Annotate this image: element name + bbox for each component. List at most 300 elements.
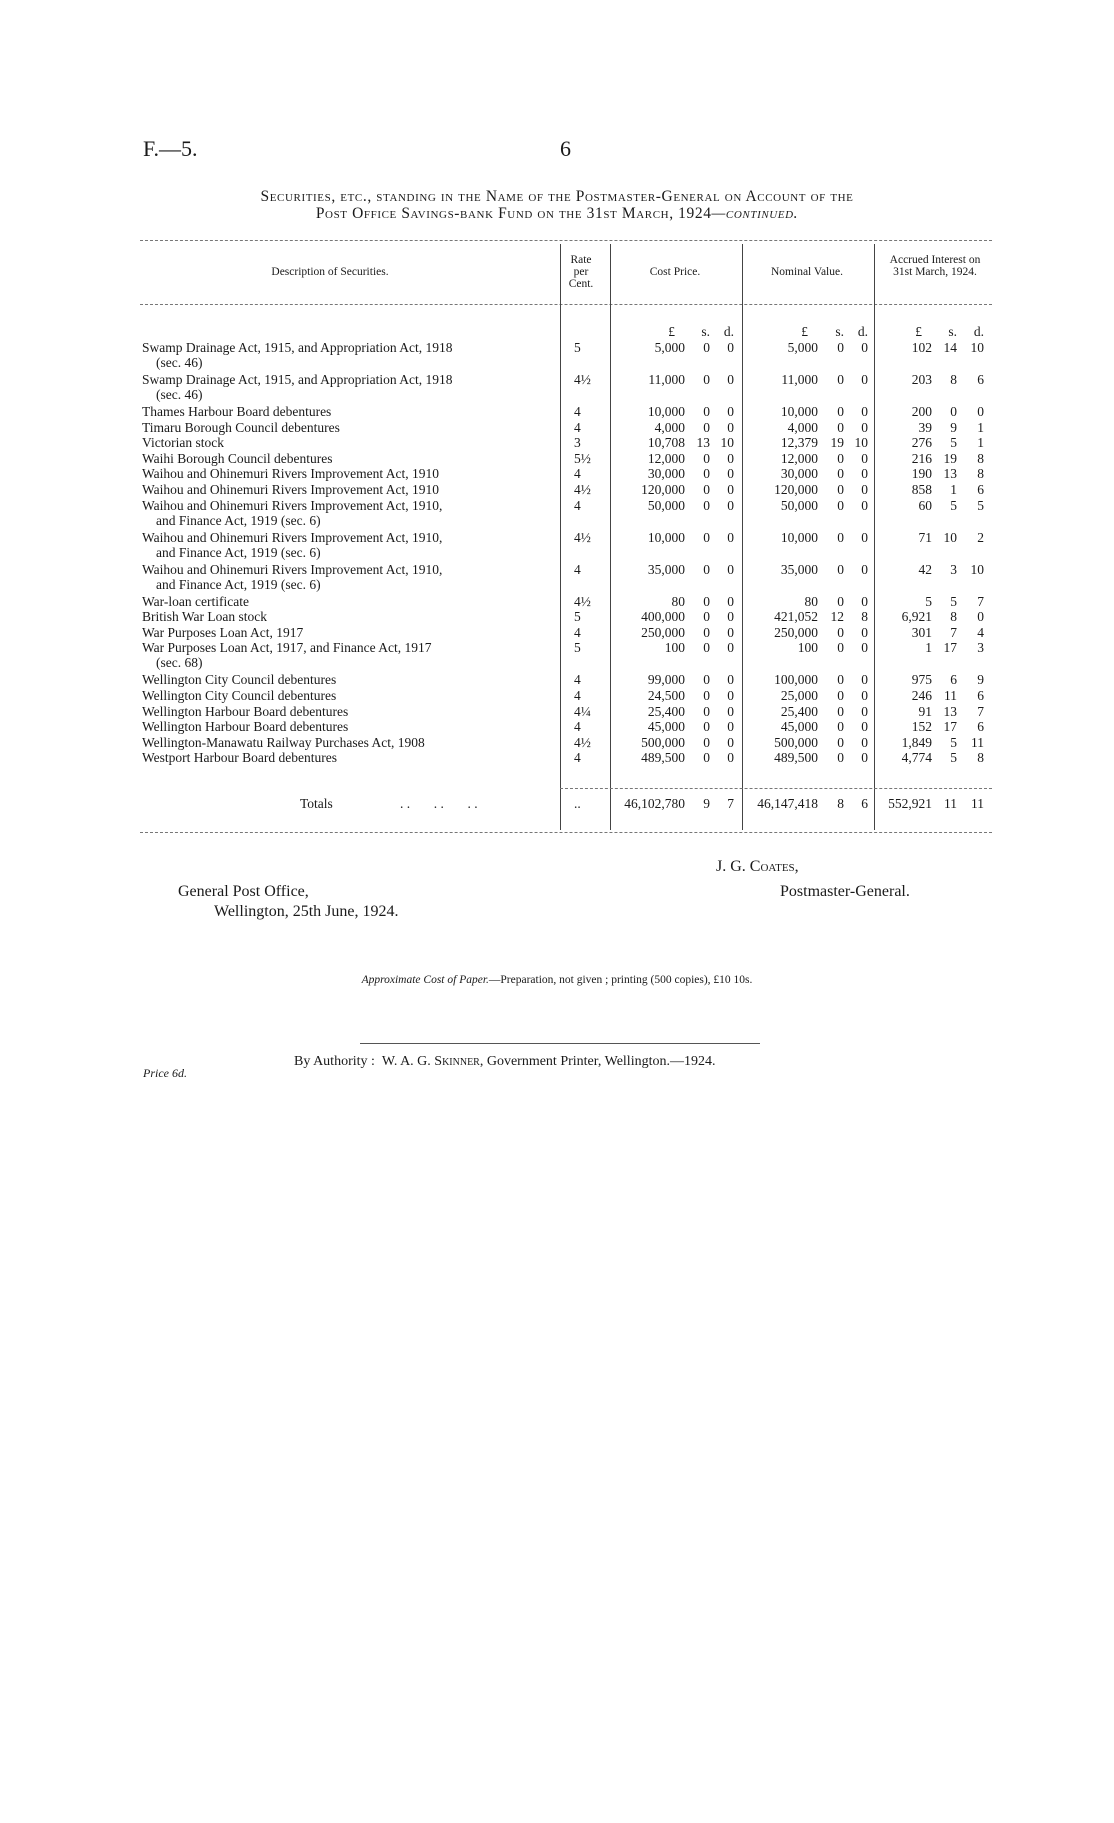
- nominal-pounds: 11,000: [781, 372, 818, 387]
- table-row: [0, 640, 1114, 671]
- accrued-pounds: 190: [911, 466, 932, 482]
- cost-pence: 0: [727, 450, 734, 466]
- accrued-shillings: 7: [950, 624, 957, 640]
- totals-rate: ..: [574, 796, 581, 811]
- totals-row: [0, 796, 1114, 812]
- accrued-pence: 0: [977, 404, 984, 419]
- rate-percent: 5: [574, 640, 581, 656]
- nominal-pounds: 45,000: [780, 719, 818, 735]
- security-description: [142, 735, 562, 750]
- cost-shillings: 13: [696, 435, 710, 451]
- totals-accrued-shillings: 11: [944, 796, 957, 811]
- cost-pence: 0: [727, 703, 734, 719]
- accrued-pence: 5: [977, 497, 984, 513]
- security-description: [142, 562, 562, 592]
- accrued-pounds: 975: [911, 672, 932, 688]
- nominal-pence: 0: [861, 624, 868, 640]
- nominal-pounds: 500,000: [774, 734, 818, 750]
- accrued-shillings: 19: [943, 450, 957, 466]
- security-description-line-1: War-loan certificate: [142, 593, 249, 609]
- nominal-shillings: 0: [837, 529, 844, 545]
- nominal-pounds: 12,000: [780, 450, 818, 466]
- security-description-line-1: Wellington City Council debentures: [142, 672, 337, 688]
- cost-shillings: 0: [703, 482, 710, 497]
- security-description: [142, 719, 562, 734]
- security-description-line-1: Waihou and Ohinemuri Rivers Improvement Act, 1910: [142, 466, 439, 482]
- cost-pounds: 30,000: [647, 466, 685, 482]
- price-note: Price 6d.: [143, 1066, 187, 1080]
- nominal-shillings: 0: [837, 482, 844, 497]
- rate-percent: 4½: [574, 482, 591, 497]
- security-description: [142, 672, 562, 687]
- security-description-line-1: Waihou and Ohinemuri Rivers Improvement Act, 1910,: [142, 561, 443, 577]
- cost-shillings: 0: [703, 561, 710, 577]
- nominal-pence: 0: [861, 482, 868, 497]
- nominal-shillings: 0: [837, 340, 844, 355]
- accrued-shillings: 1: [950, 482, 957, 497]
- accrued-shillings: 17: [943, 719, 957, 735]
- nominal-shillings: 0: [837, 719, 844, 735]
- title-line-2: [120, 205, 994, 222]
- title-continued: —continued.: [711, 205, 799, 222]
- security-description: [142, 372, 562, 402]
- table-row: [0, 688, 1114, 704]
- paper-cost-label: Approximate Cost of Paper.: [361, 974, 489, 986]
- cost-shillings: 0: [703, 419, 710, 435]
- nominal-shillings: 0: [837, 640, 844, 656]
- accrued-pounds: 1,849: [901, 734, 932, 750]
- header-cost: Cost Price.: [649, 266, 701, 278]
- accrued-shillings: 13: [943, 703, 957, 719]
- accrued-pence-unit: d.: [973, 324, 984, 339]
- nominal-pounds: 120,000: [774, 482, 818, 497]
- security-description-line-1: Wellington Harbour Board debentures: [142, 703, 349, 719]
- nominal-pence-unit: d.: [857, 324, 868, 339]
- accrued-pence: 9: [977, 672, 984, 688]
- accrued-pence: 6: [977, 372, 984, 387]
- office-name: General Post Office,: [178, 883, 309, 900]
- cost-pounds: 4,000: [654, 419, 685, 435]
- nominal-shillings: 0: [837, 624, 844, 640]
- accrued-shillings: 17: [943, 640, 957, 656]
- security-description-line-1: Timaru Borough Council debentures: [142, 419, 340, 435]
- cost-shillings: 0: [703, 450, 710, 466]
- cost-pence: 0: [727, 672, 734, 688]
- table-row: [0, 404, 1114, 420]
- totals-accrued-pence: 11: [971, 796, 984, 811]
- accrued-pounds: 858: [911, 482, 932, 497]
- table-row: [0, 420, 1114, 436]
- rate-percent: 4½: [574, 593, 591, 609]
- cost-pounds: 99,000: [647, 672, 685, 688]
- cost-pence: 0: [727, 734, 734, 750]
- cost-shillings: 0: [703, 529, 710, 545]
- rate-percent: 4: [574, 497, 581, 513]
- accrued-pence: 8: [977, 450, 984, 466]
- nominal-pounds: 4,000: [787, 419, 818, 435]
- page-reference: F.—5.: [143, 136, 198, 161]
- cost-pounds: 80: [671, 593, 685, 609]
- cost-pounds: 120,000: [641, 482, 685, 497]
- accrued-shillings: 14: [943, 340, 957, 355]
- nominal-pence: 0: [861, 719, 868, 735]
- rate-percent: 4½: [574, 372, 591, 387]
- rate-percent: 4: [574, 688, 581, 703]
- accrued-pounds: 5: [925, 593, 932, 609]
- accrued-pence: 6: [977, 719, 984, 735]
- table-bottom-rule: [140, 832, 992, 833]
- table-row: [0, 625, 1114, 641]
- table-row: [0, 466, 1114, 482]
- security-description-line-1: Wellington-Manawatu Railway Purchases Act, 1908: [142, 734, 425, 750]
- nominal-pounds: 35,000: [780, 561, 818, 577]
- nominal-pence: 0: [861, 750, 868, 766]
- title-line-2-text: Post Office Savings-bank Fund on the 31st March, 1924: [315, 205, 712, 222]
- nominal-pence: 0: [861, 372, 868, 387]
- rate-percent: 4¼: [574, 703, 591, 719]
- security-description-line-1: Thames Harbour Board debentures: [142, 404, 332, 419]
- nominal-pounds: 25,400: [780, 703, 818, 719]
- security-description: [142, 498, 562, 528]
- accrued-pence: 2: [977, 529, 984, 545]
- nominal-pound-unit: £: [801, 324, 808, 339]
- header-bottom-rule: [140, 304, 992, 305]
- nominal-shillings: 0: [837, 372, 844, 387]
- header-description: Description of Securities.: [271, 266, 389, 278]
- accrued-pence: 8: [977, 466, 984, 482]
- cost-shillings: 0: [703, 609, 710, 625]
- security-description-line-1: Swamp Drainage Act, 1915, and Appropriation Act, 1918: [142, 340, 453, 355]
- cost-shillings: 0: [703, 497, 710, 513]
- security-description-line-1: Swamp Drainage Act, 1915, and Appropriation Act, 1918: [142, 372, 453, 387]
- accrued-pound-unit: £: [915, 324, 922, 339]
- paper-cost-text: —Preparation, not given ; printing (500 copies), £10 10s.: [488, 974, 753, 986]
- cost-pence: 0: [727, 719, 734, 735]
- cost-pence: 0: [727, 419, 734, 435]
- nominal-shillings: 12: [830, 609, 844, 625]
- security-description: [142, 750, 562, 765]
- nominal-pence: 0: [861, 340, 868, 355]
- totals-accrued-pounds: 552,921: [888, 796, 932, 811]
- nominal-pence: 0: [861, 404, 868, 419]
- cost-pence: 0: [727, 404, 734, 419]
- cost-shillings: 0: [703, 372, 710, 387]
- nominal-pence: 0: [861, 466, 868, 482]
- accrued-pounds: 203: [911, 372, 932, 387]
- security-description: [142, 704, 562, 719]
- accrued-shilling-unit: s.: [948, 324, 957, 339]
- security-description-line-1: War Purposes Loan Act, 1917: [142, 624, 304, 640]
- table-row: [0, 750, 1114, 766]
- cost-pence: 0: [727, 372, 734, 387]
- nominal-pounds: 421,052: [774, 609, 818, 625]
- accrued-shillings: 5: [950, 593, 957, 609]
- cost-pence: 0: [727, 466, 734, 482]
- accrued-pounds: 91: [918, 703, 932, 719]
- cost-shillings: 0: [703, 640, 710, 656]
- accrued-shillings: 3: [950, 561, 957, 577]
- table-row: [0, 672, 1114, 688]
- cost-pounds: 250,000: [641, 624, 685, 640]
- cost-pounds: 100: [664, 640, 685, 656]
- accrued-pounds: 276: [911, 435, 932, 451]
- security-description: [142, 640, 562, 670]
- nominal-pence: 8: [861, 609, 868, 625]
- printer-name: W. A. G. Skinner,: [381, 1054, 484, 1069]
- nominal-shillings: 0: [837, 466, 844, 482]
- nominal-shillings: 0: [837, 497, 844, 513]
- table-row: [0, 609, 1114, 625]
- cost-pence: 0: [727, 529, 734, 545]
- accrued-pence: 0: [977, 609, 984, 625]
- nominal-pence: 0: [861, 688, 868, 703]
- authority-rule: [360, 1043, 760, 1044]
- accrued-shillings: 8: [950, 609, 957, 625]
- cost-pounds: 24,500: [647, 688, 685, 703]
- totals-cost-shillings: 9: [703, 796, 710, 811]
- nominal-pounds: 30,000: [780, 466, 818, 482]
- cost-pence: 0: [727, 640, 734, 656]
- cost-pounds: 10,708: [647, 435, 685, 451]
- cost-pounds: 500,000: [641, 734, 685, 750]
- accrued-shillings: 10: [943, 529, 957, 545]
- header-rate: Rate per Cent.: [568, 254, 594, 290]
- nominal-pence: 0: [861, 419, 868, 435]
- security-description: [142, 420, 562, 435]
- accrued-shillings: 5: [950, 734, 957, 750]
- accrued-pence: 7: [977, 593, 984, 609]
- rate-percent: 4: [574, 561, 581, 577]
- totals-leader-dots: . . . . . .: [400, 796, 478, 811]
- cost-pounds: 50,000: [647, 497, 685, 513]
- rate-percent: 4: [574, 419, 581, 435]
- accrued-pounds: 42: [918, 561, 932, 577]
- accrued-pounds: 6,921: [901, 609, 932, 625]
- accrued-pounds: 4,774: [901, 750, 932, 766]
- accrued-pounds: 152: [911, 719, 932, 735]
- cost-pence: 0: [727, 609, 734, 625]
- rate-percent: 5: [574, 609, 581, 625]
- cost-shillings: 0: [703, 404, 710, 419]
- rate-percent: 4½: [574, 734, 591, 750]
- cost-pounds: 12,000: [647, 450, 685, 466]
- nominal-shillings: 0: [837, 688, 844, 703]
- nominal-shillings: 0: [837, 561, 844, 577]
- accrued-shillings: 5: [950, 497, 957, 513]
- cost-pence: 0: [727, 340, 734, 355]
- accrued-pence: 1: [977, 419, 984, 435]
- security-description-line-1: Westport Harbour Board debentures: [142, 750, 337, 766]
- accrued-pence: 10: [970, 561, 984, 577]
- table-row: [0, 719, 1114, 735]
- nominal-pounds: 250,000: [774, 624, 818, 640]
- nominal-pence: 0: [861, 497, 868, 513]
- rate-percent: 4: [574, 750, 581, 766]
- security-description-line-2: (sec. 46): [156, 355, 203, 370]
- nominal-shillings: 0: [837, 734, 844, 750]
- cost-shillings: 0: [703, 719, 710, 735]
- security-description: [142, 594, 562, 609]
- header-nominal: Nominal Value.: [771, 266, 843, 278]
- security-description: [142, 688, 562, 703]
- security-description-line-1: British War Loan stock: [142, 609, 268, 625]
- document-title: [120, 188, 994, 222]
- security-description-line-1: Waihi Borough Council debentures: [142, 450, 333, 466]
- rate-percent: 4: [574, 719, 581, 735]
- nominal-pounds: 80: [804, 593, 818, 609]
- header-accrued: Accrued Interest on 31st March, 1924.: [889, 254, 981, 278]
- cost-pence-unit: d.: [723, 324, 734, 339]
- authority-prefix: By Authority :: [294, 1054, 375, 1069]
- accrued-pounds: 102: [911, 340, 932, 355]
- nominal-shillings: 0: [837, 404, 844, 419]
- security-description-line-1: Wellington City Council debentures: [142, 688, 337, 703]
- table-row: [0, 561, 1114, 592]
- rate-percent: 4: [574, 672, 581, 688]
- security-description: [142, 625, 562, 640]
- nominal-pounds: 100: [797, 640, 818, 656]
- accrued-pounds: 1: [925, 640, 932, 656]
- accrued-shillings: 13: [943, 466, 957, 482]
- security-description-line-2: and Finance Act, 1919 (sec. 6): [156, 512, 321, 528]
- accrued-shillings: 0: [950, 404, 957, 419]
- nominal-pence: 0: [861, 561, 868, 577]
- accrued-pence: 4: [977, 624, 984, 640]
- accrued-shillings: 9: [950, 419, 957, 435]
- rate-percent: 4: [574, 466, 581, 482]
- nominal-shillings: 0: [837, 703, 844, 719]
- cost-shillings: 0: [703, 688, 710, 703]
- totals-top-rule: [560, 788, 992, 789]
- cost-shillings: 0: [703, 593, 710, 609]
- nominal-pounds: 10,000: [780, 404, 818, 419]
- cost-pence: 0: [727, 624, 734, 640]
- accrued-pounds: 39: [918, 419, 932, 435]
- security-description-line-2: (sec. 68): [156, 655, 203, 671]
- table-row: [0, 704, 1114, 720]
- nominal-shillings: 0: [837, 450, 844, 466]
- table-row: [0, 451, 1114, 467]
- cost-shillings: 0: [703, 466, 710, 482]
- nominal-pounds: 5,000: [787, 340, 818, 355]
- cost-pounds: 10,000: [647, 404, 685, 419]
- cost-shillings: 0: [703, 624, 710, 640]
- totals-nominal-pounds: 46,147,418: [757, 796, 818, 811]
- security-description: [142, 530, 562, 560]
- signatory-title: Postmaster-General.: [780, 883, 910, 900]
- cost-pound-unit: £: [668, 324, 675, 339]
- cost-pounds: 35,000: [647, 561, 685, 577]
- rate-percent: 4: [574, 624, 581, 640]
- cost-pounds: 10,000: [647, 529, 685, 545]
- paper-cost-note: [0, 974, 1114, 986]
- accrued-pence: 6: [977, 688, 984, 703]
- nominal-shilling-unit: s.: [835, 324, 844, 339]
- accrued-pence: 6: [977, 482, 984, 497]
- office-place-date: Wellington, 25th June, 1924.: [214, 903, 399, 920]
- security-description: [142, 404, 562, 419]
- table-row: [0, 435, 1114, 451]
- nominal-shillings: 0: [837, 593, 844, 609]
- nominal-pence: 0: [861, 703, 868, 719]
- accrued-shillings: 11: [944, 688, 957, 703]
- nominal-pence: 0: [861, 672, 868, 688]
- rate-percent: 4: [574, 404, 581, 419]
- nominal-pence: 0: [861, 734, 868, 750]
- security-description-line-1: Waihou and Ohinemuri Rivers Improvement Act, 1910: [142, 482, 439, 497]
- nominal-pence: 0: [861, 529, 868, 545]
- accrued-pence: 7: [977, 703, 984, 719]
- nominal-pounds: 10,000: [780, 529, 818, 545]
- security-description-line-1: Victorian stock: [142, 435, 225, 451]
- nominal-pence: 0: [861, 450, 868, 466]
- accrued-pounds: 216: [911, 450, 932, 466]
- table-row: [0, 340, 1114, 370]
- signatory-name: J. G. Coates,: [716, 858, 799, 875]
- nominal-pence: 0: [861, 593, 868, 609]
- accrued-pence: 8: [977, 750, 984, 766]
- authority-suffix: Government Printer, Wellington.—1924.: [486, 1054, 716, 1069]
- rate-percent: 4½: [574, 529, 591, 545]
- rate-percent: 5½: [574, 450, 591, 466]
- accrued-shillings: 6: [950, 672, 957, 688]
- accrued-shillings: 8: [950, 372, 957, 387]
- cost-shillings: 0: [703, 340, 710, 355]
- nominal-shillings: 0: [837, 750, 844, 766]
- authority-line: [294, 1054, 715, 1070]
- totals-cost-pence: 7: [727, 796, 734, 811]
- rate-percent: 3: [574, 435, 581, 451]
- accrued-shillings: 5: [950, 435, 957, 451]
- nominal-pence: 10: [854, 435, 868, 451]
- nominal-pence: 0: [861, 640, 868, 656]
- security-description: [142, 482, 562, 497]
- table-row: [0, 497, 1114, 528]
- totals-cost-pounds: 46,102,780: [624, 796, 685, 811]
- totals-nominal-shillings: 8: [837, 796, 844, 811]
- table-row: [0, 594, 1114, 610]
- security-description-line-1: War Purposes Loan Act, 1917, and Finance Act, 1917: [142, 640, 432, 656]
- accrued-pence: 3: [977, 640, 984, 656]
- cost-shillings: 0: [703, 703, 710, 719]
- table-row: [0, 529, 1114, 560]
- cost-pence: 10: [720, 435, 734, 451]
- cost-pence: 0: [727, 497, 734, 513]
- cost-shillings: 0: [703, 672, 710, 688]
- security-description-line-1: Waihou and Ohinemuri Rivers Improvement Act, 1910,: [142, 497, 443, 513]
- accrued-pounds: 301: [911, 624, 932, 640]
- nominal-pounds: 100,000: [774, 672, 818, 688]
- accrued-pounds: 71: [918, 529, 932, 545]
- accrued-pounds: 246: [911, 688, 932, 703]
- cost-shilling-unit: s.: [701, 324, 710, 339]
- accrued-pence: 10: [970, 340, 984, 355]
- nominal-pounds: 25,000: [780, 688, 818, 703]
- totals-nominal-pence: 6: [861, 796, 868, 811]
- table-row: [0, 372, 1114, 402]
- cost-shillings: 0: [703, 750, 710, 766]
- table-row: [0, 482, 1114, 498]
- title-line-1: Securities, etc., standing in the Name of the Postmaster-General on Account of the: [260, 188, 854, 205]
- accrued-shillings: 5: [950, 750, 957, 766]
- cost-pounds: 400,000: [641, 609, 685, 625]
- security-description-line-1: Wellington Harbour Board debentures: [142, 719, 349, 735]
- cost-pounds: 45,000: [647, 719, 685, 735]
- security-description-line-1: Waihou and Ohinemuri Rivers Improvement Act, 1910,: [142, 529, 443, 545]
- nominal-pounds: 50,000: [780, 497, 818, 513]
- page-number: 6: [560, 136, 571, 161]
- totals-label-text: Totals: [300, 796, 333, 811]
